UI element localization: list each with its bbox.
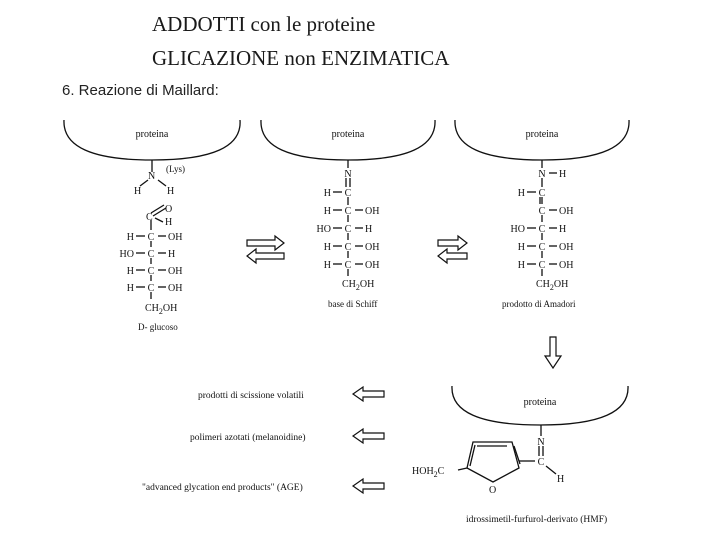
schiff-ch2oh: $CH_2OH$	[342, 279, 375, 292]
product-volatile: prodotti di scissione volatili	[198, 391, 304, 401]
bond	[151, 205, 164, 213]
glucose-carbonyl-h: H	[165, 217, 173, 228]
schiff-right: OH	[365, 242, 380, 253]
bond	[155, 218, 163, 222]
bond	[546, 466, 556, 474]
left-arrow-volatile	[353, 387, 384, 401]
bond	[470, 445, 475, 466]
schiff-carbon: C	[344, 206, 352, 217]
glucose-right: OH	[168, 232, 183, 243]
slide-title-line-1: ADDOTTI con le proteine	[152, 12, 376, 36]
amadori-right: OH	[559, 242, 574, 253]
protein-arc-3	[455, 120, 629, 160]
glucose-carbonyl-c: C	[146, 212, 153, 223]
amadori-ch2oh: $CH_2OH$	[536, 279, 569, 292]
amadori-n-h: H	[559, 169, 567, 180]
slide-title-line-2: GLICAZIONE non ENZIMATICA	[152, 46, 450, 70]
schiff-right: OH	[365, 260, 380, 271]
glucose-right: H	[168, 249, 176, 260]
schiff-left: HO	[316, 224, 331, 235]
glucose-carbon: C	[147, 266, 155, 277]
hmf-h: H	[557, 474, 565, 485]
glucose-amine-n: N	[148, 171, 156, 182]
amadori-carbon: C	[538, 242, 546, 253]
glucose-carbonyl-o: O	[165, 204, 173, 215]
schiff-n: N	[344, 169, 352, 180]
amadori-left: HO	[510, 224, 525, 235]
glucose-carbon: C	[147, 249, 155, 260]
amadori-left: H	[517, 188, 525, 199]
glucose-carbon: C	[147, 232, 155, 243]
hmf-name: idrossimetil-furfurol-derivato (HMF)	[466, 515, 608, 525]
schiff-carbon: C	[344, 224, 352, 235]
schiff-left: H	[323, 242, 331, 253]
protein-label: proteina	[523, 397, 557, 408]
glucose-left: H	[126, 266, 134, 277]
down-arrow	[545, 337, 561, 368]
schiff-carbon: C	[344, 242, 352, 253]
amadori-right: H	[559, 224, 567, 235]
amadori-left: H	[517, 260, 525, 271]
left-arrow-age	[353, 479, 384, 493]
schiff-carbon: C	[344, 260, 352, 271]
glucose-left: HO	[119, 249, 134, 260]
amadori-carbon: C	[538, 188, 546, 199]
amadori-carbon: C	[538, 206, 546, 217]
amadori-right: OH	[559, 206, 574, 217]
glucose-right: OH	[168, 283, 183, 294]
amadori-n: N	[538, 169, 546, 180]
protein-label: proteina	[525, 129, 559, 140]
equilibrium-arrow-2	[438, 236, 467, 263]
schiff-left: H	[323, 260, 331, 271]
glucose-ch2oh: $CH_2OH$	[145, 303, 178, 316]
hmf-o: O	[489, 485, 497, 496]
schiff-carbon: C	[344, 188, 352, 199]
equilibrium-arrow-1	[247, 236, 284, 263]
protein-label: proteina	[331, 129, 365, 140]
glucose-right: OH	[168, 266, 183, 277]
glucose-name: D- glucoso	[138, 322, 178, 332]
glucose-left: H	[126, 232, 134, 243]
section-heading: 6. Reazione di Maillard:	[62, 82, 219, 99]
glucose-left: H	[126, 283, 134, 294]
amadori-name: prodotto di Amadori	[502, 299, 576, 309]
hmf-hoh2c: $HOH_2C$	[412, 466, 445, 479]
amadori-carbon: C	[538, 260, 546, 271]
schiff-left: H	[323, 188, 331, 199]
schiff-left: H	[323, 206, 331, 217]
schiff-right: H	[365, 224, 373, 235]
schiff-name: base di Schiff	[328, 299, 378, 309]
product-age: "advanced glycation end products" (AGE)	[142, 483, 303, 493]
glucose-amine-lys: (Lys)	[166, 164, 185, 174]
glucose-carbon: C	[147, 283, 155, 294]
bond	[158, 180, 166, 186]
protein-arc-1	[64, 120, 240, 160]
bond	[458, 468, 467, 470]
amadori-left: H	[517, 242, 525, 253]
schiff-right: OH	[365, 206, 380, 217]
glucose-amine-h: H	[134, 186, 142, 197]
left-arrow-melanoidins	[353, 429, 384, 443]
amadori-carbon: C	[538, 224, 546, 235]
product-melanoidins: polimeri azotati (melanoidine)	[190, 433, 306, 443]
protein-label: proteina	[135, 129, 169, 140]
protein-arc-2	[261, 120, 435, 160]
amadori-right: OH	[559, 260, 574, 271]
hmf-c: C	[537, 457, 545, 468]
glucose-amine-h: H	[167, 186, 175, 197]
hmf-n: N	[537, 437, 545, 448]
